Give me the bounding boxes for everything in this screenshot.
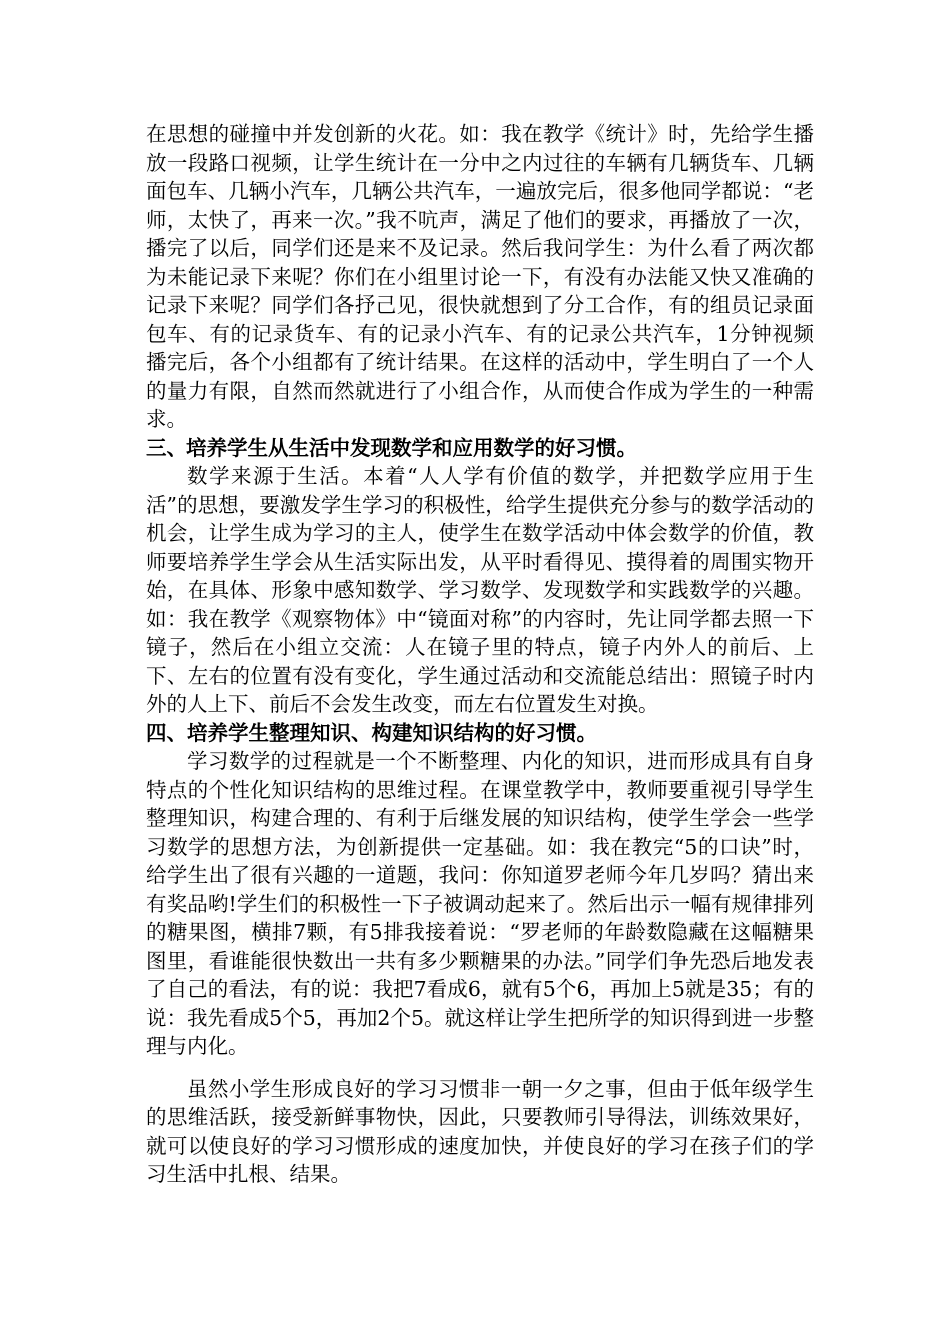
section-3-number: 三、 [146,435,187,460]
document-body [146,120,814,1189]
closing-paragraph: 虽然小学生形成良好的学习习惯非一朝一夕之事，但由于低年级学生的思维活跃，接受新鲜事物快，因此，只要教师引导得法，训练效果好，就可以使良好的学习习惯形成的速度加快，并使良好的学习在孩子们的学习生活中扎根、结果。 [146,1076,814,1186]
section-4-paragraph: 学习数学的过程就是一个不断整理、内化的知识，进而形成具有自身特点的个性化知识结构的思维过程。在课堂教学中，教师要重视引导学生整理知识，构建合理的、有利于后继发展的知识结构，使学生学会一些学习数学的思想方法，为创新提供一定基础。如：我在教完“5的口诀”时，给学生出了很有兴趣的一道题，我问：你知道罗老师今年几岁吗？猜出来有奖品哟!学生们的积极性一下子被调动起来了。然后出示一幅有规律排列的糖果图，横排7颗，有5排我接着说：“罗老师的年龄数隐藏在这幅糖果图里，看谁能很快数出一共有多少颗糖果的办法。”同学们争先恐后地发表了自己的看法，有的说：我把7看成6，就有5个6，再加上5就是35；有的说：我先看成5个5，再加2个5。就这样让学生把所学的知识得到进一步整理与内化。 [146,749,814,1058]
intro-paragraph: 在思想的碰撞中并发创新的火花。如：我在教学《统计》时，先给学生播放一段路口视频，让学生统计在一分中之内过往的车辆有几辆货车、几辆面包车、几辆小汽车，几辆公共汽车，一遍放完后，很多他同学都说：“老师，太快了，再来一次。”我不吭声，满足了他们的要求，再播放了一次，播完了以后，同学们还是来不及记录。然后我问学生：为什么看了两次都为未能记录下来呢？你们在小组里讨论一下，有没有办法能又快又准确的记录下来呢？同学们各抒己见，很快就想到了分工合作，有的组员记录面包车、有的记录货车、有的记录小汽车、有的记录公共汽车，1分钟视频播完后，各个小组都有了统计结果。在这样的活动中，学生明白了一个人的量力有限，自然而然就进行了小组合作，从而使合作成为学生的一种需求。 [146,122,814,431]
section-3-heading [146,434,814,463]
section-3-title: 培养学生从生活中发现数学和应用数学的好习惯。 [186,435,637,460]
section-4-heading: 四、培养学生整理知识、构建知识结构的好习惯。 [146,720,597,745]
section-3-paragraph: 数学来源于生活。本着“人人学有价值的数学，并把数学应用于生活”的思想，要激发学生学习的积极性，给学生提供充分参与的数学活动的机会，让学生成为学习的主人，使学生在数学活动中体会数学的价值，教师要培养学生学会从生活实际出发，从平时看得见、摸得着的周围实物开始，在具体、形象中感知数学、学习数学、发现数学和实践数学的兴趣。如：我在教学《观察物体》中“镜面对称”的内容时，先让同学都去照一下镜子，然后在小组立交流：人在镜子里的特点，镜子内外人的前后、上下、左右的位置有没有变化，学生通过活动和交流能总结出：照镜子时内外的人上下、前后不会发生改变，而左右位置发生对换。 [146,464,814,716]
